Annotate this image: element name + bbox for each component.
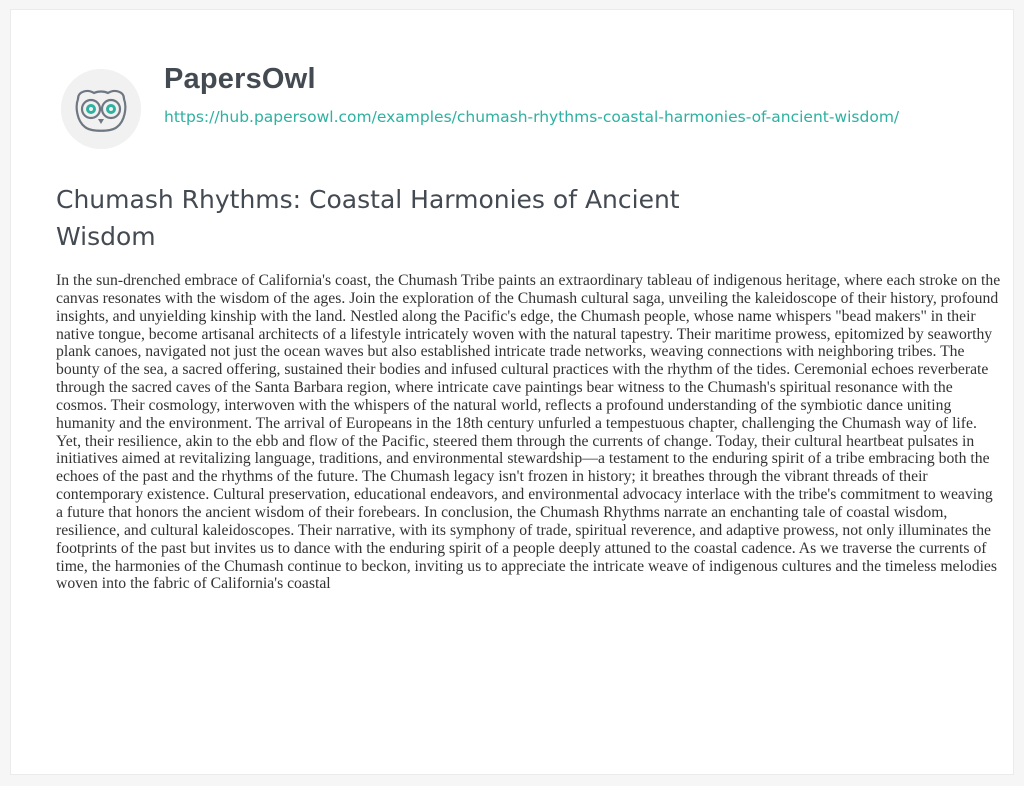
header (51, 32, 951, 162)
brand-name[interactable]: PapersOwl (164, 63, 316, 95)
source-url-link[interactable]: https://hub.papersowl.com/examples/chumash-rhythms-coastal-harmonies-of-ancient-wisdom/ (164, 108, 900, 126)
document-title: Chumash Rhythms: Coastal Harmonies of Ancient Wisdom (56, 185, 680, 251)
document-page (10, 9, 1014, 775)
owl-logo-icon (61, 69, 141, 149)
document-body: In the sun-drenched embrace of California's coast, the Chumash Tribe paints an extraordinary tableau of indigenous heritage, where each stroke on the canvas resonates with the wisdom of the ages. Join the exploration of the Chumash cultural saga, unveiling the kaleidoscope of their history, profound insights, and unyielding kinship with the land. Nestled along the Pacific's edge, the Chumash people, whose name whispers "bead makers" in their native tongue, become artisanal architects of a lifestyle intricately woven with the natural tapestry. Their maritime prowess, epitomized by seaworthy plank canoes, navigated not just the ocean waves but also established intricate trade networks, weaving connections with neighboring tribes. The bounty of the sea, a sacred offering, sustained their bodies and infused cultural practices with the rhythm of the tides. Ceremonial echoes reverberate through the sacred caves of the Santa Barbara region, where intricate cave paintings bear witness to the Chumash's spiritual resonance with the cosmos. Their cosmology, interwoven with the whispers of the natural world, reflects a profound understanding of the symbiotic dance uniting humanity and the environment. The arrival of Europeans in the 18th century unfurled a tempestuous chapter, challenging the Chumash way of life. Yet, their resilience, akin to the ebb and flow of the Pacific, steered them through the currents of change. Today, their cultural heartbeat pulsates in initiatives aimed at revitalizing language, traditions, and environmental stewardship—a testament to the enduring spirit of a tribe embracing both the echoes of the past and the rhythms of the future. The Chumash legacy isn't frozen in history; it breathes through the vibrant threads of their contemporary existence. Cultural preservation, educational endeavors, and environmental advocacy interlace with the tribe's commitment to weaving a future that honors the ancient wisdom of their forebears. In conclusion, the Chumash Rhythms narrate an enchanting tale of coastal wisdom, resilience, and cultural kaleidoscopes. Their narrative, with its symphony of trade, spiritual reverence, and adaptive prowess, not only illuminates the footprints of the past but invites us to dance with the enduring spirit of a people deeply attuned to the coastal cadence. As we traverse the currents of time, the harmonies of the Chumash continue to beckon, inviting us to appreciate the intricate weave of indigenous cultures and the timeless melodies woven into the fabric of California's coastal (56, 272, 1001, 593)
